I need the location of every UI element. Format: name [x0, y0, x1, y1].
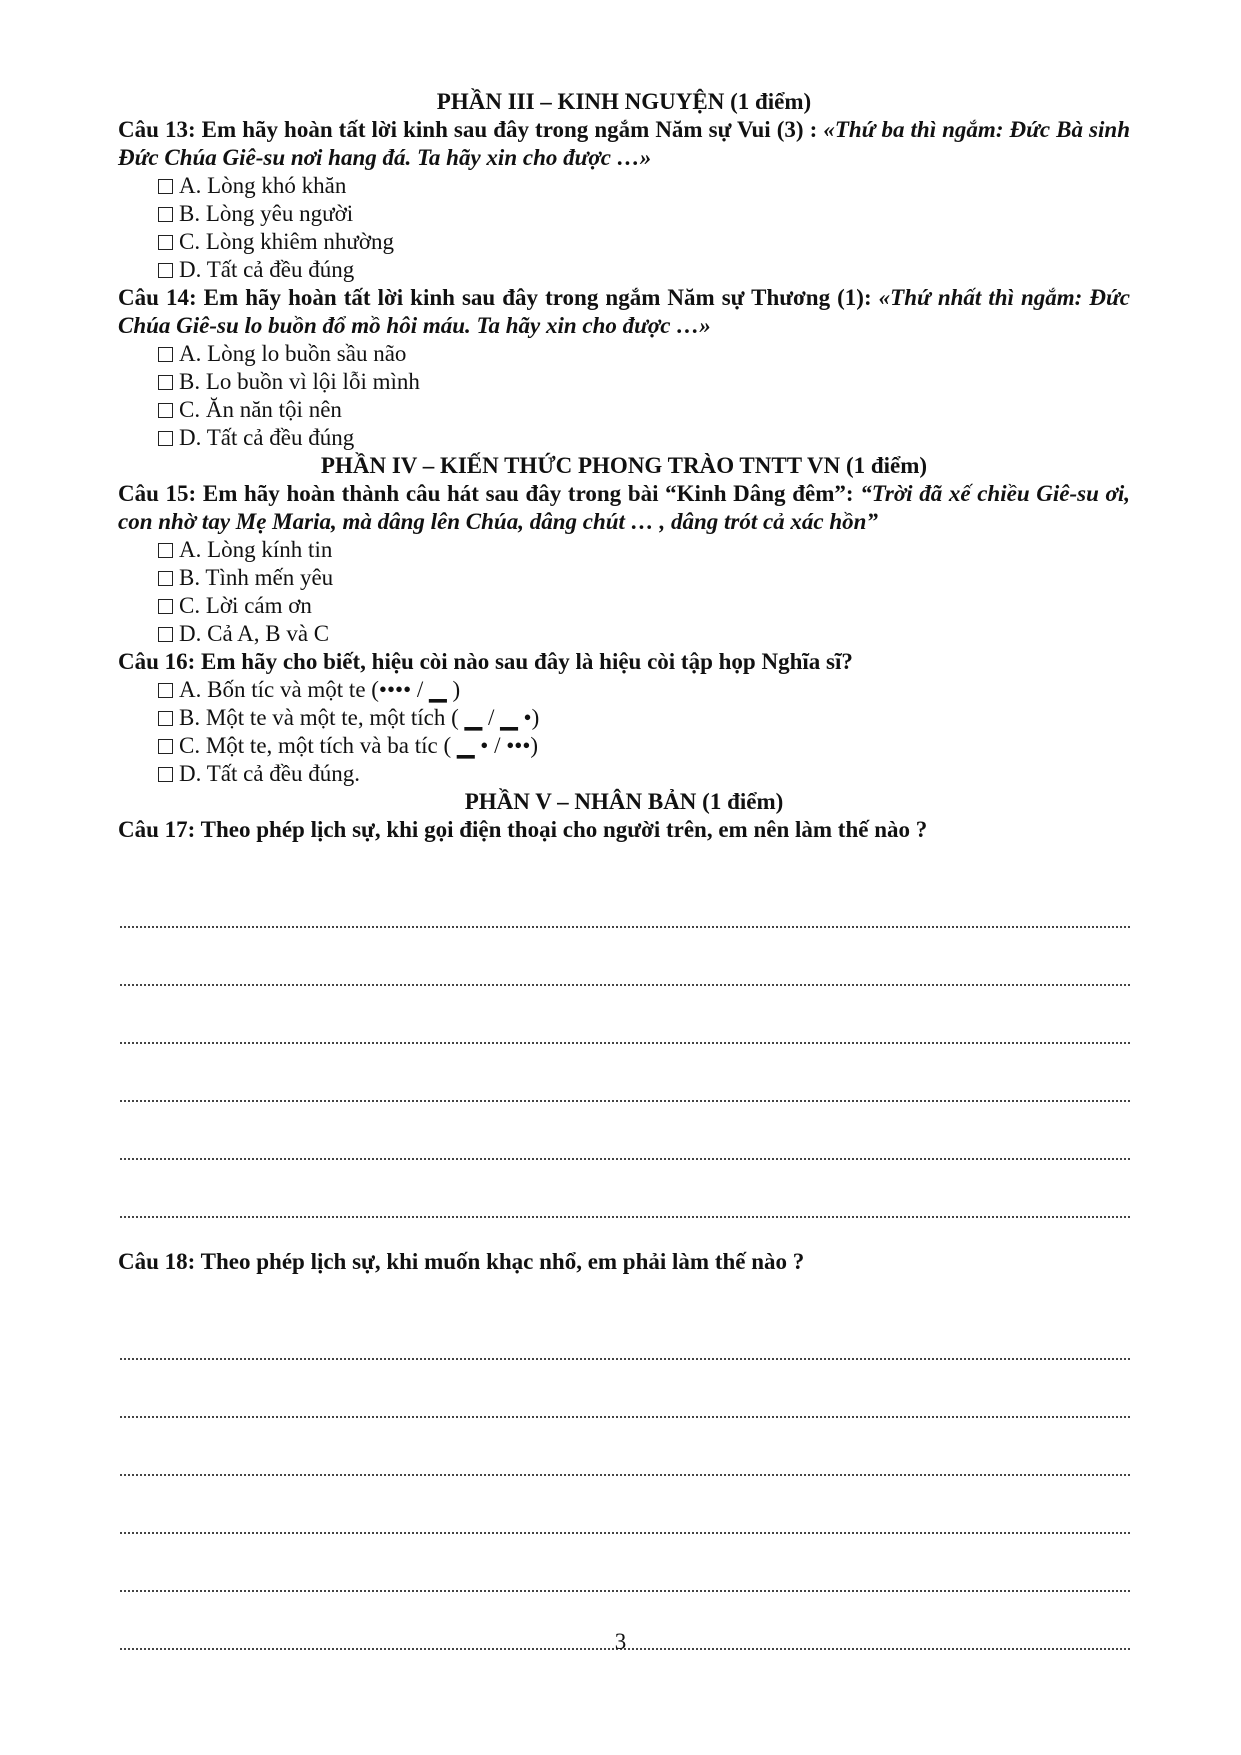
question-16-text: Câu 16: Em hãy cho biết, hiệu còi nào sau đây là hiệu còi tập họp Nghĩa sĩ?	[118, 649, 853, 674]
option-label: C. Lời cám ơn	[179, 593, 312, 618]
answer-line[interactable]	[118, 1104, 1130, 1162]
checkbox[interactable]	[158, 571, 173, 586]
question-13-options	[158, 172, 1130, 284]
answer-area-17[interactable]	[118, 872, 1130, 1220]
question-17-text: Câu 17: Theo phép lịch sự, khi gọi điện thoại cho người trên, em nên làm thế nào ?	[118, 817, 928, 842]
option[interactable]	[158, 732, 1130, 760]
option[interactable]	[158, 760, 1130, 788]
option[interactable]	[158, 256, 1130, 284]
option[interactable]	[158, 424, 1130, 452]
option[interactable]	[158, 704, 1130, 732]
option[interactable]	[158, 536, 1130, 564]
option-label: A. Bốn tíc và một te (•••• / ▁ )	[179, 677, 461, 702]
question-16-options	[158, 676, 1130, 788]
exam-page	[118, 88, 1130, 1652]
option-label: C. Ăn năn tội nên	[179, 397, 342, 422]
page-number: 3	[614, 1629, 627, 1654]
question-15	[118, 480, 1130, 536]
question-14-quote: «Thứ nhất thì ngắm: Đức Chúa Giê-su lo buồn đổ mồ hôi máu. Ta hãy xin cho được …»	[118, 285, 1130, 338]
option-label: B. Lo buồn vì lội lỗi mình	[179, 369, 420, 394]
option[interactable]	[158, 368, 1130, 396]
checkbox[interactable]	[158, 263, 173, 278]
option[interactable]	[158, 592, 1130, 620]
section-3-title: PHẦN III – KINH NGUYỆN (1 điểm)	[436, 89, 812, 114]
option-label: C. Một te, một tích và ba tíc ( ▁ • / •••)	[179, 733, 539, 758]
question-18-text: Câu 18: Theo phép lịch sự, khi muốn khạc nhổ, em phải làm thế nào ?	[118, 1249, 805, 1274]
question-14-text: Câu 14: Em hãy hoàn tất lời kinh sau đây trong ngắm Năm sự Thương (1):	[118, 285, 879, 310]
option-label: A. Lòng kính tin	[179, 537, 333, 562]
question-15-text: Câu 15: Em hãy hoàn thành câu hát sau đây trong bài “Kinh Dâng đêm”:	[118, 481, 861, 506]
question-14	[118, 284, 1130, 340]
answer-line[interactable]	[118, 1162, 1130, 1220]
checkbox[interactable]	[158, 683, 173, 698]
question-13-quote: «Thứ ba thì ngắm: Đức Bà sinh Đức Chúa Giê-su nơi hang đá. Ta hãy xin cho được …»	[118, 117, 1130, 170]
answer-line[interactable]	[118, 1046, 1130, 1104]
section-4-title: PHẦN IV – KIẾN THỨC PHONG TRÀO TNTT VN (1 điểm)	[320, 453, 928, 478]
checkbox[interactable]	[158, 235, 173, 250]
answer-line[interactable]	[118, 872, 1130, 930]
checkbox[interactable]	[158, 767, 173, 782]
answer-line[interactable]	[118, 1478, 1130, 1536]
option-label: D. Tất cả đều đúng	[179, 257, 355, 282]
option[interactable]	[158, 228, 1130, 256]
checkbox[interactable]	[158, 431, 173, 446]
answer-line[interactable]	[118, 1304, 1130, 1362]
checkbox[interactable]	[158, 347, 173, 362]
option-label: D. Tất cả đều đúng.	[179, 761, 360, 786]
answer-area-18[interactable]	[118, 1304, 1130, 1652]
option-label: B. Lòng yêu người	[179, 201, 354, 226]
question-15-options	[158, 536, 1130, 648]
checkbox[interactable]	[158, 179, 173, 194]
answer-line[interactable]	[118, 1536, 1130, 1594]
checkbox[interactable]	[158, 599, 173, 614]
answer-line[interactable]	[118, 1420, 1130, 1478]
option-label: C. Lòng khiêm nhường	[179, 229, 395, 254]
option-label: A. Lòng lo buồn sầu não	[179, 341, 407, 366]
option-label: D. Cả A, B và C	[179, 621, 330, 646]
section-5-title: PHẦN V – NHÂN BẢN (1 điểm)	[464, 789, 784, 814]
question-16	[118, 648, 1130, 676]
option-label: D. Tất cả đều đúng	[179, 425, 355, 450]
option[interactable]	[158, 172, 1130, 200]
option[interactable]	[158, 396, 1130, 424]
checkbox[interactable]	[158, 403, 173, 418]
option[interactable]	[158, 620, 1130, 648]
option[interactable]	[158, 676, 1130, 704]
checkbox[interactable]	[158, 711, 173, 726]
option[interactable]	[158, 564, 1130, 592]
question-14-options	[158, 340, 1130, 452]
question-13-text: Câu 13: Em hãy hoàn tất lời kinh sau đây trong ngắm Năm sự Vui (3) :	[118, 117, 824, 142]
checkbox[interactable]	[158, 207, 173, 222]
option[interactable]	[158, 340, 1130, 368]
checkbox[interactable]	[158, 375, 173, 390]
option-label: B. Một te và một te, một tích ( ▁ / ▁ •)	[179, 705, 540, 730]
answer-line[interactable]	[118, 1362, 1130, 1420]
question-17	[118, 816, 1130, 844]
option-label: A. Lòng khó khăn	[179, 173, 347, 198]
option[interactable]	[158, 200, 1130, 228]
question-15-quote: “Trời đã xế chiều Giê-su ơi, con nhờ tay Mẹ Maria, mà dâng lên Chúa, dâng chút … , dâng trót cả xác hồn”	[118, 481, 1130, 534]
checkbox[interactable]	[158, 739, 173, 754]
question-18	[118, 1248, 1130, 1276]
checkbox[interactable]	[158, 627, 173, 642]
answer-line[interactable]	[118, 988, 1130, 1046]
answer-line[interactable]	[118, 930, 1130, 988]
question-13	[118, 116, 1130, 172]
option-label: B. Tình mến yêu	[179, 565, 334, 590]
checkbox[interactable]	[158, 543, 173, 558]
